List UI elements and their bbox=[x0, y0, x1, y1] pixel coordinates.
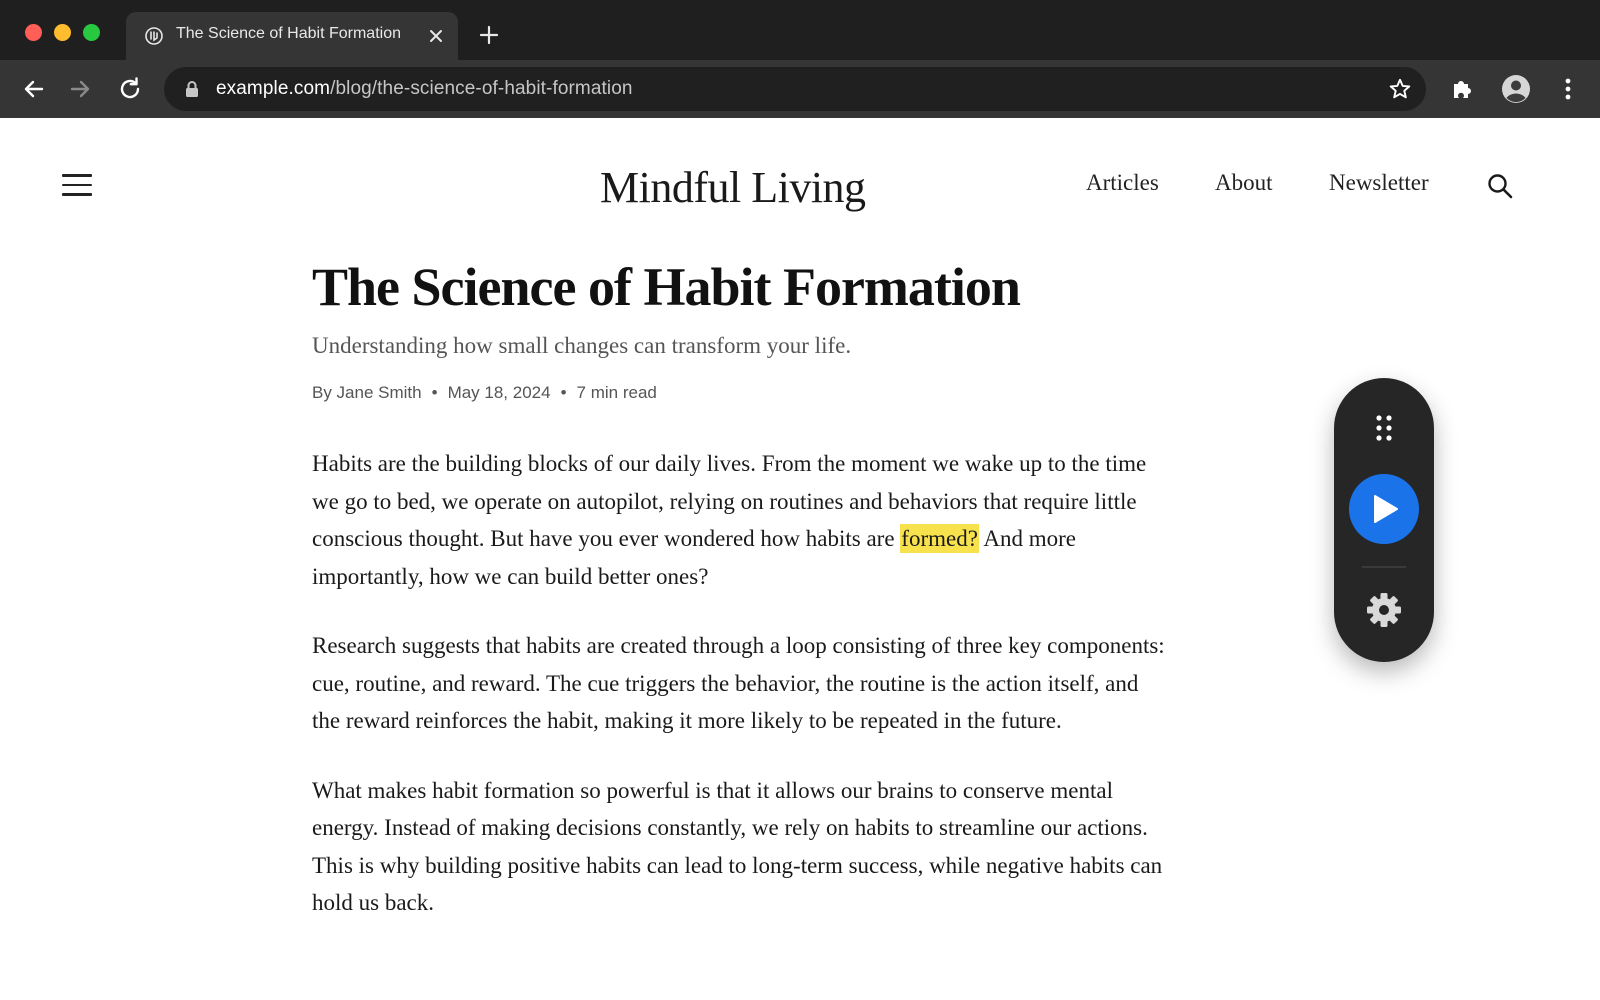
meta-separator: • bbox=[431, 383, 438, 403]
highlighted-word: formed? bbox=[901, 526, 978, 552]
tab-title: The Science of Habit Formation bbox=[176, 25, 401, 42]
settings-gear-icon[interactable] bbox=[1364, 590, 1404, 630]
site-logo-title[interactable]: Mindful Living bbox=[600, 163, 866, 212]
article-date: May 18, 2024 bbox=[447, 383, 551, 403]
url-host: example.com bbox=[216, 78, 331, 99]
nav-link-articles[interactable]: Articles bbox=[1086, 170, 1159, 195]
browser-toolbar bbox=[0, 60, 1600, 118]
article-body bbox=[312, 445, 1172, 922]
article-subtitle: Understanding how small changes can transform your life. bbox=[312, 333, 852, 359]
article-author: By Jane Smith bbox=[312, 383, 422, 403]
extensions-icon[interactable] bbox=[1446, 73, 1478, 105]
hamburger-icon[interactable] bbox=[62, 174, 92, 198]
window-maximize-button[interactable] bbox=[83, 24, 100, 41]
plus-icon[interactable] bbox=[478, 24, 500, 46]
back-arrow-icon[interactable] bbox=[20, 75, 48, 103]
article bbox=[312, 258, 1172, 954]
nav-link-newsletter[interactable]: Newsletter bbox=[1329, 170, 1429, 195]
article-paragraph bbox=[312, 445, 1172, 595]
address-bar[interactable] bbox=[164, 67, 1426, 111]
article-title: The Science of Habit Formation bbox=[312, 257, 1020, 317]
url-text[interactable] bbox=[216, 78, 633, 100]
browser-tab-active[interactable] bbox=[126, 12, 458, 60]
reload-icon[interactable] bbox=[116, 75, 144, 103]
star-icon[interactable] bbox=[1388, 77, 1412, 101]
lock-icon bbox=[184, 80, 200, 98]
forward-arrow-icon[interactable] bbox=[66, 75, 94, 103]
reader-icon bbox=[144, 26, 164, 46]
profile-icon[interactable] bbox=[1500, 73, 1532, 105]
drag-handle-icon[interactable] bbox=[1372, 412, 1396, 444]
window-close-button[interactable] bbox=[25, 24, 42, 41]
close-icon[interactable] bbox=[426, 26, 446, 46]
article-meta bbox=[312, 383, 1172, 403]
window-minimize-button[interactable] bbox=[54, 24, 71, 41]
article-read-time: 7 min read bbox=[576, 383, 657, 403]
more-menu-icon[interactable] bbox=[1552, 73, 1584, 105]
browser-title-bar bbox=[0, 0, 1600, 60]
search-icon[interactable] bbox=[1486, 172, 1514, 200]
play-icon bbox=[1373, 494, 1399, 524]
nav-link-about[interactable]: About bbox=[1215, 170, 1273, 195]
player-divider bbox=[1362, 566, 1406, 568]
meta-separator: • bbox=[560, 383, 567, 403]
paragraph-text: And more importantly, how we can build better ones? bbox=[312, 526, 1077, 589]
paragraph-text: Habits are the building blocks of our daily lives. From the moment we wake up to the time we go to bed, we operate on autopilot, relying on routines and behaviors that require little conscious thought. But have you ever wondered how habits are bbox=[312, 451, 1147, 552]
article-paragraph: Research suggests that habits are created through a loop consisting of three key components: cue, routine, and reward. The cue triggers the behavior, the routine is the action itself, and the reward reinforces the habit, making it more likely to be repeated in the future. bbox=[312, 633, 1165, 734]
floating-audio-player bbox=[1334, 378, 1434, 662]
article-paragraph: What makes habit formation so powerful is that it allows our brains to conserve mental energy. Instead of making decisions constantly, we rely on habits to streamline our actions. This is why building positive habits can lead to long-term success, while negative habits can hold us back. bbox=[312, 777, 1163, 916]
play-button[interactable] bbox=[1349, 474, 1419, 544]
url-path: /blog/the-science-of-habit-formation bbox=[330, 78, 633, 99]
